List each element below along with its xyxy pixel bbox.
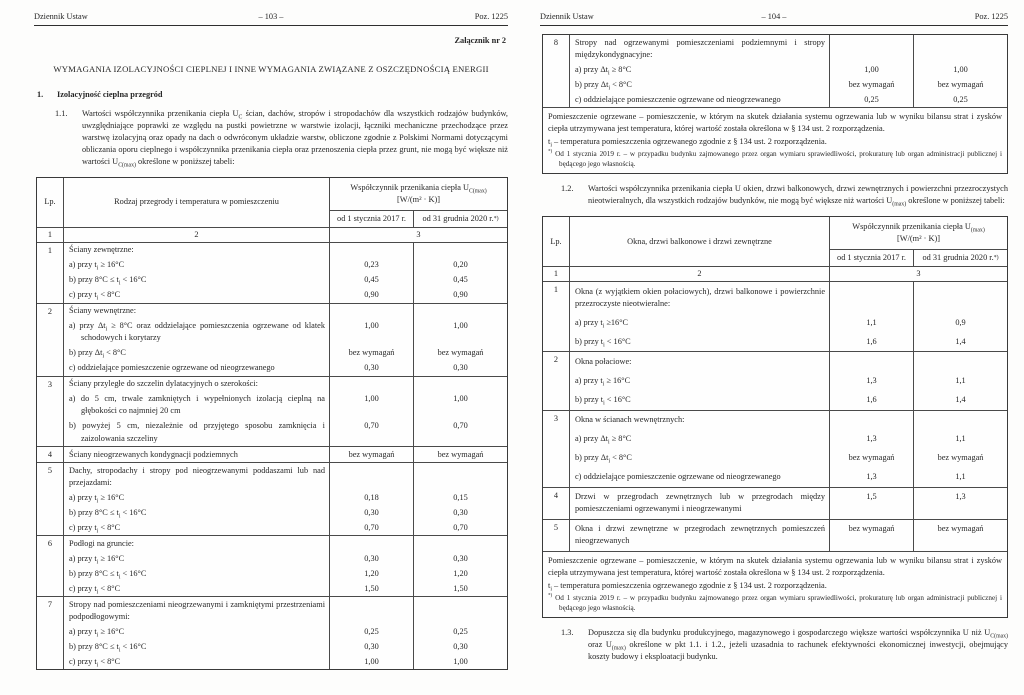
note-text: Pomieszczenie ogrzewane – pomieszczenie, w którym na skutek działania systemu ogrzewania lub w wyniku bilansu strat i zysków ciepła utrzymywana jest temperatura, której wartość została określona w § 134 ust. 2 rozporządzenia. — [548, 112, 1002, 134]
row-item-text: Okna w ścianach wewnętrznych: — [569, 411, 829, 430]
paragraph-number: 1.1. — [55, 108, 68, 118]
row-value-2020: 0,25 — [413, 624, 507, 639]
column-number: 3 — [329, 227, 507, 242]
column-header-date-2017: od 1 stycznia 2017 r. — [829, 249, 913, 266]
row-value-2017 — [329, 463, 413, 490]
row-value-2020: 0,30 — [413, 361, 507, 376]
row-value-2017: 1,50 — [329, 581, 413, 596]
row-item-text: b) przy $8^\circ C \le t_i < 16^\circ C$ — [63, 505, 329, 520]
row-value-2020 — [913, 352, 1007, 371]
row-value-2017: 0,23 — [329, 258, 413, 273]
column-number: 1 — [543, 266, 569, 281]
row-value-2020: 0,30 — [413, 639, 507, 654]
column-header-date-2017: od 1 stycznia 2017 r. — [329, 210, 413, 227]
row-item-text: Ściany nieogrzewanych kondygnacji podziemnych — [63, 447, 329, 462]
row-value-2017: 0,30 — [329, 505, 413, 520]
row-value-2020 — [913, 282, 1007, 313]
row-value-2017 — [829, 35, 913, 62]
row-value-2017: bez wymagań — [829, 520, 913, 551]
row-value-2017: 0,90 — [329, 288, 413, 303]
row-value-2020: 1,1 — [913, 468, 1007, 487]
row-item-text: b) powyżej 5 cm, niezależnie od przyjętego sposobu zamknięcia i zaizolowania szczeliny — [63, 419, 329, 446]
row-item-text: a) przy $t_i \ge 16^\circ C$ — [63, 624, 329, 639]
row-value-2017 — [329, 243, 413, 258]
row-number-cell: 1 — [553, 285, 559, 295]
row-value-2020: 0,25 — [913, 92, 1007, 107]
row-value-2020: 0,70 — [413, 520, 507, 535]
row-value-2017 — [329, 536, 413, 551]
row-value-2020: 0,45 — [413, 273, 507, 288]
table-header — [37, 178, 507, 227]
row-value-2017: 1,00 — [329, 654, 413, 669]
section-heading — [37, 89, 508, 101]
row-value-2020 — [413, 463, 507, 490]
journal-title: Dziennik Ustaw — [34, 12, 88, 21]
table-row — [543, 351, 1007, 409]
row-value-2020: 0,15 — [413, 490, 507, 505]
row-item-text: a) przy $\Delta t_i \ge 8^\circ C$ oraz oddzielające pomieszczenia ogrzewane od klatek schodowych i korytarzy — [63, 319, 329, 346]
table-row — [37, 446, 507, 462]
page-number: – 104 – — [761, 12, 787, 21]
column-header-u-value — [829, 217, 1007, 249]
row-value-2017: 0,30 — [329, 361, 413, 376]
row-value-2020: bez wymagań — [413, 447, 507, 462]
row-value-2017 — [829, 282, 913, 313]
column-header-date-2020: od 31 grudnia 2020 r. *) — [413, 210, 507, 227]
column-header-lp: Lp. — [44, 197, 56, 207]
row-item-text: b) przy $t_i < 16^\circ C$ — [569, 390, 829, 409]
paragraph-1-2 — [561, 183, 1008, 207]
row-value-2020 — [913, 35, 1007, 62]
row-item-text: c) przy $t_i < 8^\circ C$ — [63, 520, 329, 535]
thermal-table-2 — [542, 216, 1008, 618]
row-number-cell: 1 — [47, 245, 53, 255]
row-number-cell: 7 — [47, 600, 53, 610]
row-value-2020 — [413, 536, 507, 551]
table-row — [37, 462, 507, 535]
row-value-2017: 0,25 — [329, 624, 413, 639]
table-row — [37, 242, 507, 303]
section-number: 1. — [37, 89, 44, 99]
row-value-2020 — [413, 377, 507, 392]
row-value-2017: bez wymagań — [329, 346, 413, 361]
row-item-text: Okna (z wyjątkiem okien połaciowych), drzwi balkonowe i powierzchnie przezroczyste nieotwieralne: — [569, 282, 829, 313]
row-value-2017: 1,20 — [329, 566, 413, 581]
row-item-text: a) przy $\Delta t_i \ge 8^\circ C$ — [569, 62, 829, 77]
row-number-cell: 4 — [47, 450, 53, 460]
table-row — [543, 487, 1007, 519]
row-value-2017: 1,00 — [329, 392, 413, 419]
row-item-text: Ściany wewnętrzne: — [63, 304, 329, 319]
row-value-2017: bez wymagań — [829, 449, 913, 468]
row-item-text: b) przy $8^\circ C \le t_i < 16^\circ C$ — [63, 273, 329, 288]
row-value-2017: 1,00 — [829, 62, 913, 77]
row-value-2020: 0,90 — [413, 288, 507, 303]
row-item-text: Stropy nad ogrzewanymi pomieszczeniami podziemnymi i stropy międzykondygnacyjne: — [569, 35, 829, 62]
footnote-text: *) Od 1 stycznia 2019 r. – w przypadku budynku zajmowanego przez organ wymiaru sprawiedliwości, prokuraturę lub organ administracji publicznej i będącego jego własnością. — [548, 593, 1002, 612]
column-number: 1 — [37, 227, 63, 242]
column-number: 2 — [63, 227, 329, 242]
row-number-cell: 2 — [47, 306, 53, 316]
row-value-2017: 1,00 — [329, 319, 413, 346]
row-value-2020: bez wymagań — [413, 346, 507, 361]
note-text: Pomieszczenie ogrzewane – pomieszczenie, w którym na skutek działania systemu ogrzewania lub w wyniku bilansu strat i zysków ciepła utrzymywana jest temperatura, której wartość została określona w § 134 ust. 2 rozporządzenia. — [548, 555, 1002, 577]
row-value-2020: 1,00 — [913, 62, 1007, 77]
row-value-2017 — [329, 597, 413, 624]
row-number-cell: 3 — [47, 379, 53, 389]
row-item-text: b) przy $t_i < 16^\circ C$ — [569, 332, 829, 351]
paragraph-text: Wartości współczynnika przenikania ciepła U okien, drzwi balkonowych, drzwi zewnętrznych i powierzchni przezroczystych nieotwieralnych, dla wszystkich rodzajów budynków, nie mogą być większe niż wartości $U_{(max)}$ określone w poniższej tabeli: — [588, 184, 1008, 208]
row-value-2017: 1,1 — [829, 313, 913, 332]
row-item-text: b) przy $\Delta t_i < 8^\circ C$ — [569, 77, 829, 92]
row-number-cell: 4 — [553, 490, 559, 500]
row-value-2020: bez wymagań — [913, 449, 1007, 468]
row-number-cell: 5 — [47, 466, 53, 476]
column-header-lp: Lp. — [550, 236, 562, 246]
row-item-text: a) przy $t_i \ge 16^\circ C$ — [63, 258, 329, 273]
table-row — [37, 303, 507, 376]
row-number-cell: 8 — [553, 38, 559, 48]
row-item-text: Ściany przyległe do szczelin dylatacyjnych o szerokości: — [63, 377, 329, 392]
attachment-label: Załącznik nr 2 — [454, 36, 506, 46]
row-value-2017: 1,3 — [829, 430, 913, 449]
row-item-text: Dachy, stropodachy i stropy pod nieogrzewanymi poddaszami lub nad przejazdami: — [63, 463, 329, 490]
table-row — [37, 596, 507, 669]
row-value-2017: bez wymagań — [329, 447, 413, 462]
row-number-cell: 3 — [553, 413, 559, 423]
table-row — [543, 281, 1007, 351]
footnote-text: *) Od 1 stycznia 2019 r. – w przypadku budynku zajmowanego przez organ wymiaru sprawiedliwości, prokuraturę lub organ administracji publicznej i będącego jego własnością. — [548, 149, 1002, 169]
row-value-2020: 1,1 — [913, 430, 1007, 449]
row-value-2017: 0,70 — [329, 419, 413, 446]
row-item-text: a) przy $\Delta t_i \ge 8^\circ C$ — [569, 430, 829, 449]
u-coefficient-label: Współczynnik przenikania ciepła $U_{C(max)}$ — [350, 182, 487, 195]
row-item-text: c) przy $t_i < 8^\circ C$ — [63, 654, 329, 669]
table-row — [37, 535, 507, 596]
document-title: WYMAGANIA IZOLACYJNOŚCI CIEPLNEJ I INNE WYMAGANIA ZWIĄZANE Z OSZCZĘDNOŚCIĄ ENERGII — [53, 64, 489, 75]
row-value-2017: 1,3 — [829, 468, 913, 487]
row-item-text: a) przy $t_i \ge 16^\circ C$ — [569, 371, 829, 390]
row-value-2017: 1,6 — [829, 332, 913, 351]
note-text: $t_i$ – temperatura pomieszczenia ogrzewanego zgodnie z § 134 ust. 2 rozporządzenia. — [548, 580, 827, 593]
row-item-text: Stropy nad pomieszczeniami nieogrzewanymi i zamkniętymi przestrzeniami podpodłogowymi: — [63, 597, 329, 624]
table-row — [543, 35, 1007, 107]
u-unit-label: [W/(m² · K)] — [896, 234, 941, 244]
row-item-text: a) do 5 cm, trwale zamkniętych i wypełnionych izolacją cieplną na głębokości co najmniej 20 cm — [63, 392, 329, 419]
row-item-text: c) przy $t_i < 8^\circ C$ — [63, 288, 329, 303]
row-value-2020: 1,00 — [413, 654, 507, 669]
row-value-2017: bez wymagań — [829, 77, 913, 92]
row-item-text: Podłogi na gruncie: — [63, 536, 329, 551]
paragraph-1-3 — [561, 627, 1008, 663]
row-value-2020 — [413, 243, 507, 258]
column-numbering-row — [37, 227, 507, 242]
thermal-table-1 — [36, 177, 508, 671]
row-number-cell: 6 — [47, 539, 53, 549]
row-value-2020: 1,00 — [413, 392, 507, 419]
row-value-2020: 0,30 — [413, 551, 507, 566]
position-number: Poz. 1225 — [974, 12, 1008, 21]
row-value-2020 — [413, 597, 507, 624]
row-value-2020: 0,30 — [413, 505, 507, 520]
row-value-2017: 0,30 — [329, 551, 413, 566]
row-value-2017 — [329, 377, 413, 392]
row-value-2017 — [829, 411, 913, 430]
row-value-2017: 0,70 — [329, 520, 413, 535]
table-header — [543, 217, 1007, 266]
row-value-2020: 1,3 — [913, 488, 1007, 519]
column-header-date-2020: od 31 grudnia 2020 r. *) — [913, 249, 1007, 266]
table-row — [543, 519, 1007, 551]
row-value-2017 — [829, 352, 913, 371]
row-item-text: b) przy $8^\circ C \le t_i < 16^\circ C$ — [63, 566, 329, 581]
row-value-2017: 0,45 — [329, 273, 413, 288]
row-item-text: b) przy $8^\circ C \le t_i < 16^\circ C$ — [63, 639, 329, 654]
row-item-text: Drzwi w przegrodach zewnętrznych lub w przegrodach między pomieszczeniami ogrzewanymi i nieogrzewanymi — [569, 488, 829, 519]
column-number: 3 — [829, 266, 1007, 281]
row-value-2017: 0,18 — [329, 490, 413, 505]
row-value-2020: 1,00 — [413, 319, 507, 346]
row-item-text: Okna i drzwi zewnętrzne w przegrodach zewnętrznych pomieszczeń nieogrzewanych — [569, 520, 829, 551]
row-item-text: a) przy $t_i \ge 16^\circ C$ — [63, 551, 329, 566]
column-number: 2 — [569, 266, 829, 281]
paragraph-1-1 — [55, 108, 508, 168]
row-value-2020: 1,4 — [913, 390, 1007, 409]
column-numbering-row — [543, 266, 1007, 281]
column-header-description: Okna, drzwi balkonowe i drzwi zewnętrzne — [569, 217, 829, 266]
row-value-2017 — [329, 304, 413, 319]
page-number: – 103 – — [258, 12, 284, 21]
row-item-text: a) przy $t_i \ge 16^\circ C$ — [63, 490, 329, 505]
paragraph-text: Dopuszcza się dla budynku produkcyjnego, magazynowego i gospodarczego większe wartości współczynnika U niż $U_{C(max)}$ oraz $U_{(max)}$ określone w pkt 1.1. i 1.2., jeżeli uzasadnia to rachunek efektywności ekonomicznej inwestycji, obejmujący koszty budowy i eksploatacji budynku. — [588, 627, 1009, 661]
row-value-2020 — [913, 411, 1007, 430]
thermal-table-1-continued — [542, 34, 1008, 174]
row-value-2020: 1,1 — [913, 371, 1007, 390]
row-value-2020: 1,4 — [913, 332, 1007, 351]
row-item-text: b) przy $\Delta t_i < 8^\circ C$ — [569, 449, 829, 468]
row-value-2020: 1,50 — [413, 581, 507, 596]
paragraph-number: 1.2. — [561, 184, 574, 194]
journal-title: Dziennik Ustaw — [540, 12, 594, 21]
row-value-2020 — [413, 304, 507, 319]
row-value-2020: 0,20 — [413, 258, 507, 273]
row-item-text: c) oddzielające pomieszczenie ogrzewane od nieogrzewanego — [569, 468, 829, 487]
table-row — [543, 410, 1007, 487]
row-value-2020: 0,70 — [413, 419, 507, 446]
row-item-text: Okna połaciowe: — [569, 352, 829, 371]
running-header-right — [540, 11, 1008, 26]
paragraph-text: Wartości współczynnika przenikania ciepła $U_C$ ścian, dachów, stropów i stropodachów dla wszystkich rodzajów budynków, uwzględniające poprawki ze względu na pustki powietrzne w warstwie izolacji, łączniki mechaniczne przechodzące przez warstwę izolacyjną oraz opady na dach o odwróconym układzie warstw, obliczone zgodnie z Polskimi Normami dotyczącymi obliczania oporu cieplnego i współczynnika przenikania ciepła oraz przenoszenia ciepła przez grunt, nie mogą być większe niż wartości $U_{C(max)}$ określone w poniższej tabeli: — [82, 108, 508, 169]
row-value-2020: 0,9 — [913, 313, 1007, 332]
row-item-text: c) oddzielające pomieszczenie ogrzewane od nieogrzewanego — [63, 361, 329, 376]
row-item-text: c) przy $t_i < 8^\circ C$ — [63, 581, 329, 596]
row-number-cell: 5 — [553, 522, 559, 532]
column-header-u-value — [329, 178, 507, 210]
row-value-2017: 0,30 — [329, 639, 413, 654]
row-item-text: b) przy $\Delta t_i < 8^\circ C$ — [63, 346, 329, 361]
row-value-2017: 1,6 — [829, 390, 913, 409]
paragraph-number: 1.3. — [561, 627, 574, 637]
table-notes — [543, 107, 1007, 173]
section-title: Izolacyjność cieplna przegród — [57, 89, 163, 99]
row-item-text: Ściany zewnętrzne: — [63, 243, 329, 258]
row-value-2020: bez wymagań — [913, 520, 1007, 551]
position-number: Poz. 1225 — [474, 12, 508, 21]
row-number-cell: 2 — [553, 355, 559, 365]
table-notes — [543, 551, 1007, 617]
row-item-text: c) oddzielające pomieszczenie ogrzewane od nieogrzewanego — [569, 92, 829, 107]
row-value-2020: bez wymagań — [913, 77, 1007, 92]
row-value-2020: 1,20 — [413, 566, 507, 581]
row-value-2017: 1,3 — [829, 371, 913, 390]
row-value-2017: 0,25 — [829, 92, 913, 107]
running-header-left — [34, 11, 508, 26]
u-unit-label: [W/(m² · K)] — [396, 194, 441, 204]
note-text: $t_i$ – temperatura pomieszczenia ogrzewanego zgodnie z § 134 ust. 2 rozporządzenia. — [548, 137, 827, 149]
row-value-2017: 1,5 — [829, 488, 913, 519]
column-header-description: Rodzaj przegrody i temperatura w pomieszczeniu — [63, 178, 329, 227]
u-coefficient-label: Współczynnik przenikania ciepła $U_{(max)}$ — [852, 222, 985, 234]
page-right — [512, 0, 1024, 695]
row-item-text: a) przy $t_i \ge 16^\circ C$ — [569, 313, 829, 332]
table-row — [37, 376, 507, 446]
